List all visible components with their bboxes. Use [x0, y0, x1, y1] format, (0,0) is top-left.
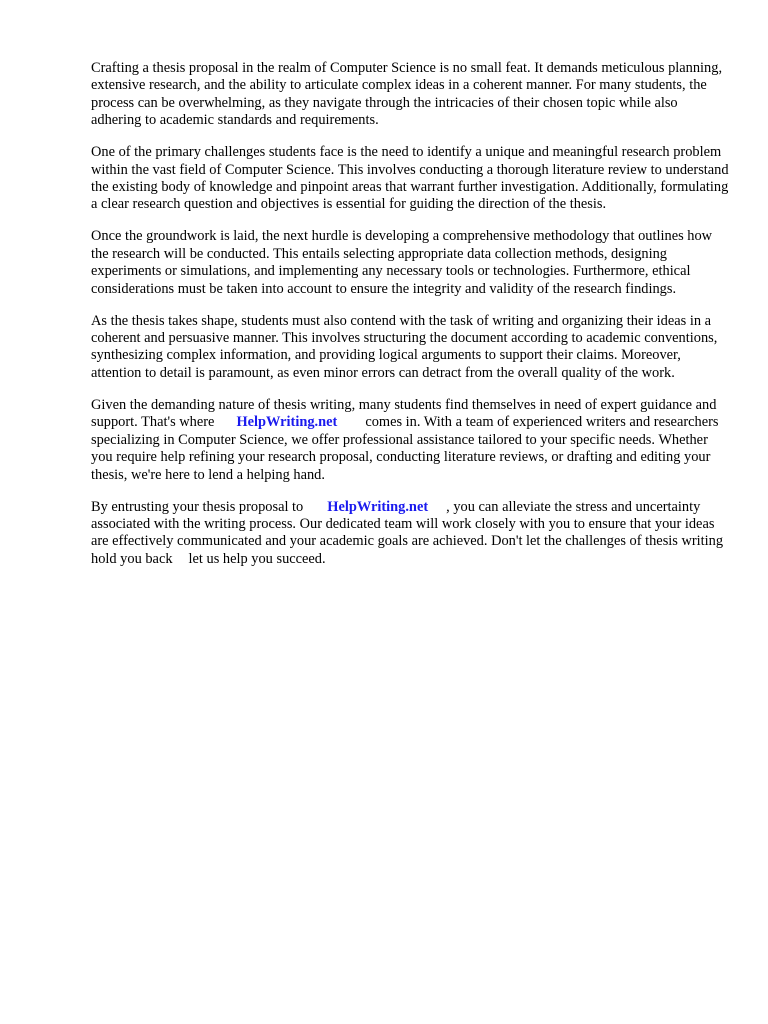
paragraph-5 [91, 397, 731, 484]
paragraph-6-text-before: By entrusting your thesis proposal to [91, 498, 304, 515]
helpwriting-link[interactable]: HelpWriting.net [236, 414, 338, 431]
paragraph-1: Crafting a thesis proposal in the realm of Computer Science is no small feat. It demands meticulous planning, extensive research, and the ability to articulate complex ideas in a coherent manner. For many students, the process can be overwhelming, as they navigate through the intricacies of their chosen topic while also adhering to academic standards and requirements. [91, 60, 723, 129]
paragraph-3: Once the groundwork is laid, the next hurdle is developing a comprehensive methodology that outlines how the research will be conducted. This entails selecting appropriate data collection methods, designing experiments or simulations, and implementing any necessary tools or technologies. Furthermore, ethical considerations must be taken into account to ensure the integrity and validity of the research findings. [91, 228, 713, 297]
helpwriting-link-2[interactable]: HelpWriting.net [327, 498, 429, 515]
paragraph-5-text-after: comes in. With a team of experienced writers and researchers specializing in Computer Science, we offer professional assistance tailored to your specific needs. Whether you require help refining your research proposal, conducting literature reviews, or drafting and editing your thesis, we're here to lend a helping hand. [91, 414, 719, 483]
paragraph-5-text-before: Given the demanding nature of thesis writing, many students find themselves in need of expert guidance and support. That's where [91, 396, 717, 431]
paragraph-6-text-after: , you can alleviate the stress and uncertainty associated with the writing process. Our dedicated team will work closely with you to ensure that your ideas are effectively communicated and your academic goals are achieved. Don't let the challenges of thesis writing hold you back [91, 498, 724, 567]
paragraph-4: As the thesis takes shape, students must also contend with the task of writing and organizing their ideas in a coherent and persuasive manner. This involves structuring the document according to academic conventions, synthesizing complex information, and providing logical arguments to support their claims. Moreover, attention to detail is paramount, as even minor errors can detract from the overall quality of the work. [91, 312, 718, 381]
paragraph-2: One of the primary challenges students face is the need to identify a unique and meaningful research problem within the vast field of Computer Science. This involves conducting a thorough literature review to understand the existing body of knowledge and pinpoint areas that warrant further investigation. Additionally, formulating a clear research question and objectives is essential for guiding the direction of the thesis. [91, 144, 729, 213]
paragraph-6 [91, 499, 731, 569]
document-body [91, 60, 731, 583]
paragraph-6-closing: let us help you succeed. [188, 550, 326, 567]
